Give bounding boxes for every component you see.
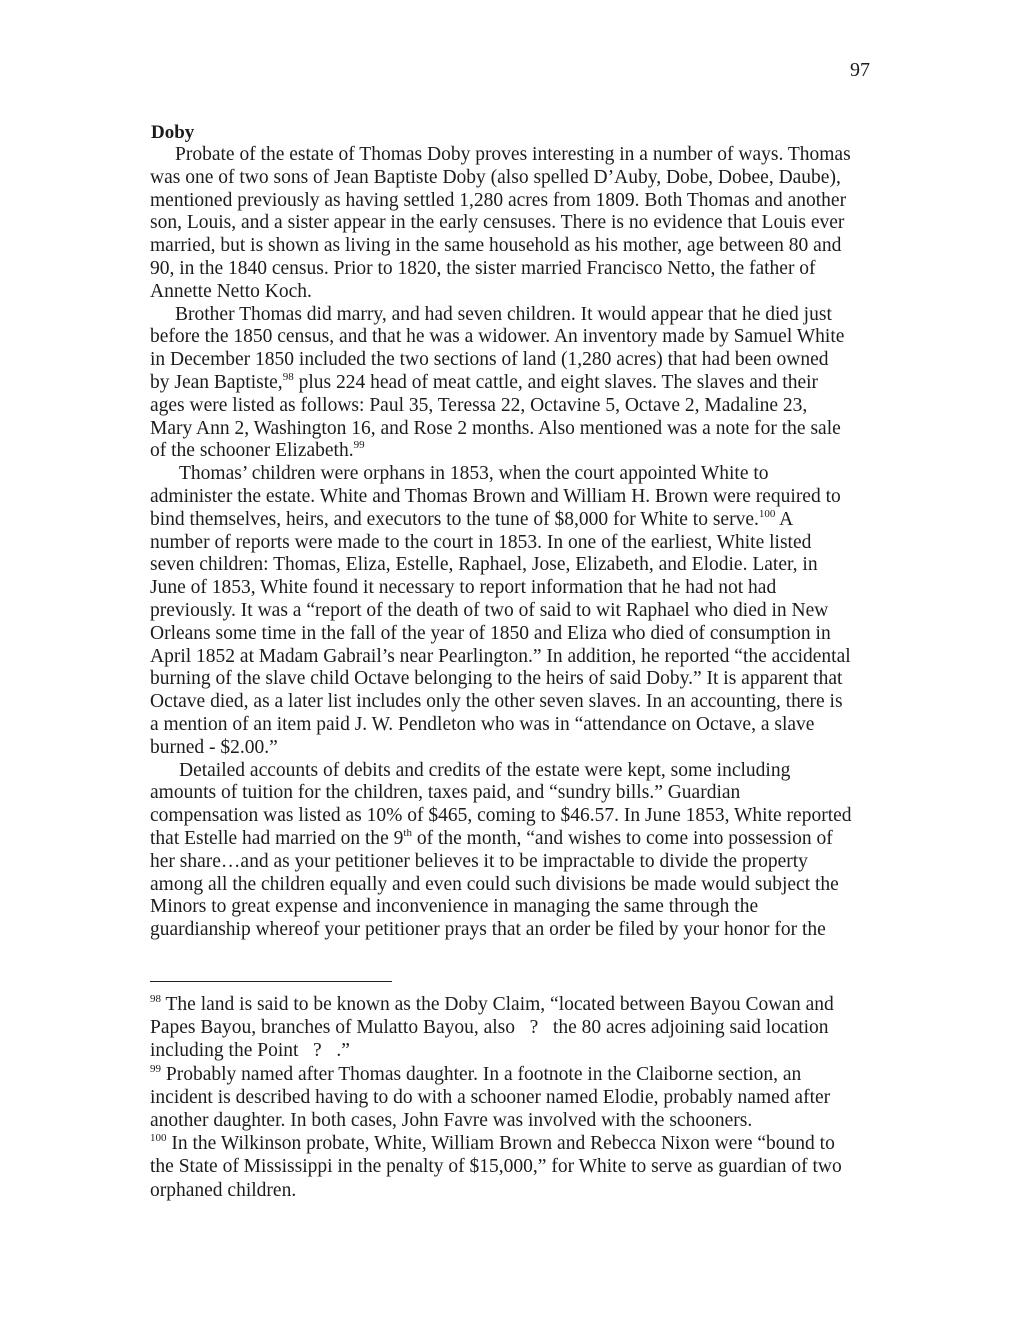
- text-line: before the 1850 census, and that he was a widower. An inventory made by Samuel White: [150, 326, 845, 348]
- text-line: Probate of the estate of Thomas Doby proves interesting in a number of ways. Thomas: [175, 144, 851, 165]
- text-line: June of 1853, White found it necessary to report information that he had not had: [150, 577, 777, 599]
- text-line: son, Louis, and a sister appear in the early censuses. There is no evidence that Louis ever: [150, 212, 845, 234]
- text-line: number of reports were made to the court in 1853. In one of the earliest, White listed: [150, 531, 812, 553]
- text-line: previously. It was a “report of the death of two of said to wit Raphael who died in New: [150, 599, 829, 621]
- text-line: Papes Bayou, branches of Mulatto Bayou, also ? the 80 acres adjoining said location: [150, 1017, 829, 1039]
- footnote-number: 98: [150, 993, 161, 1005]
- paragraph-3: [150, 463, 890, 759]
- text-line: Annette Netto Koch.: [150, 280, 312, 302]
- footnote-ref-98: 98: [282, 370, 294, 383]
- text-line: Brother Thomas did marry, and had seven children. It would appear that he died just: [175, 303, 832, 325]
- text-line: the State of Mississippi in the penalty of $15,000,” for White to serve as guardian of two: [150, 1156, 842, 1178]
- text-line: Mary Ann 2, Washington 16, and Rose 2 months. Also mentioned was a note for the sale: [150, 417, 841, 439]
- text-run: The land is said to be known as the Doby Claim, “located between Bayou Cowan and: [161, 994, 834, 1015]
- text-line: married, but is shown as living in the same household as his mother, age between 80 and: [150, 235, 842, 257]
- text-run: of the month, “and wishes to come into possession of: [411, 827, 833, 849]
- ordinal-suffix: th: [403, 826, 412, 839]
- text-run: A: [775, 508, 794, 530]
- footnote-100: [150, 1132, 890, 1202]
- text-line: [150, 828, 890, 851]
- text-line: Minors to great expense and inconvenience in managing the same through the: [150, 896, 759, 918]
- text-line: orphaned children.: [150, 1179, 297, 1201]
- text-line: compensation was listed as 10% of $465, coming to $46.57. In June 1853, White reported: [150, 805, 852, 827]
- paragraph-4: [150, 760, 890, 942]
- text-run: Probably named after Thomas daughter. In a footnote in the Claiborne section, an: [161, 1063, 802, 1085]
- text-line: ages were listed as follows: Paul 35, Teressa 22, Octavine 5, Octave 2, Madaline 23,: [150, 394, 808, 416]
- footnote-divider: [150, 981, 392, 982]
- text-line: [150, 372, 890, 395]
- paragraph-2: [150, 304, 890, 464]
- text-line: including the Point ? .”: [150, 1040, 350, 1062]
- text-line: Thomas’ children were orphans in 1853, when the court appointed White to: [179, 463, 769, 485]
- footnote-ref-100: 100: [758, 507, 776, 520]
- text-line: among all the children equally and even could such divisions be made would subject the: [150, 873, 839, 895]
- text-line: mentioned previously as having settled 1,280 acres from 1809. Both Thomas and another: [150, 189, 847, 211]
- footnotes: [150, 993, 890, 1202]
- text-line: [150, 1132, 890, 1155]
- text-line: Octave died, as a later list includes only the other seven slaves. In an accounting, there is: [150, 691, 843, 713]
- text-line: Orleans some time in the fall of the year of 1850 and Eliza who died of consumption in: [150, 622, 831, 644]
- text-line: [150, 993, 890, 1016]
- paragraph-1: [150, 144, 890, 304]
- text-run: In the Wilkinson probate, White, William Brown and Rebecca Nixon were “bound to: [166, 1133, 835, 1155]
- text-line: guardianship whereof your petitioner prays that an order be filed by your honor for the: [150, 919, 826, 941]
- text-line: burning of the slave child Octave belonging to the heirs of said Doby.” It is apparent that: [150, 668, 843, 690]
- text-line: was one of two sons of Jean Baptiste Doby (also spelled D’Auby, Dobe, Dobee, Daube),: [150, 166, 841, 188]
- text-run: of the schooner Elizabeth.: [150, 440, 354, 462]
- text-line: incident is described having to do with a schooner named Elodie, probably named after: [150, 1086, 831, 1108]
- text-run: that Estelle had married on the 9: [150, 827, 404, 849]
- footnote-number: 100: [150, 1132, 167, 1145]
- text-line: [150, 1063, 890, 1086]
- text-run: plus 224 head of meat cattle, and eight slaves. The slaves and their: [293, 371, 819, 393]
- text-line: 90, in the 1840 census. Prior to 1820, the sister married Francisco Netto, the father of: [150, 257, 816, 279]
- text-line: [150, 440, 890, 463]
- footnote-ref-99: 99: [353, 439, 365, 452]
- text-line: amounts of tuition for the children, taxes paid, and “sundry bills.” Guardian: [150, 782, 741, 804]
- text-line: seven children: Thomas, Eliza, Estelle, Raphael, Jose, Elizabeth, and Elodie. Later, in: [150, 554, 818, 576]
- text-line: administer the estate. White and Thomas Brown and William H. Brown were required to: [150, 485, 841, 507]
- footnote-98: [150, 993, 890, 1063]
- text-line: her share…and as your petitioner believes it to be impractable to divide the property: [150, 850, 808, 872]
- text-run: bind themselves, heirs, and executors to the tune of $8,000 for White to serve.: [150, 508, 759, 530]
- text-run: by Jean Baptiste,: [150, 371, 283, 393]
- section-heading: Doby: [151, 122, 195, 143]
- text-line: [150, 509, 890, 532]
- footnote-number: 99: [150, 1062, 161, 1075]
- text-line: burned - $2.00.”: [150, 736, 278, 758]
- text-line: Detailed accounts of debits and credits of the estate were kept, some including: [179, 759, 791, 781]
- text-line: another daughter. In both cases, John Favre was involved with the schooners.: [150, 1110, 753, 1132]
- footnote-99: [150, 1063, 890, 1133]
- body-text: [150, 144, 890, 942]
- page-number: 97: [850, 59, 870, 81]
- text-line: a mention of an item paid J. W. Pendleton who was in “attendance on Octave, a slave: [150, 713, 815, 735]
- text-line: April 1852 at Madam Gabrail’s near Pearlington.” In addition, he reported “the accidental: [150, 645, 851, 667]
- text-line: in December 1850 included the two sections of land (1,280 acres) that had been owned: [150, 349, 829, 371]
